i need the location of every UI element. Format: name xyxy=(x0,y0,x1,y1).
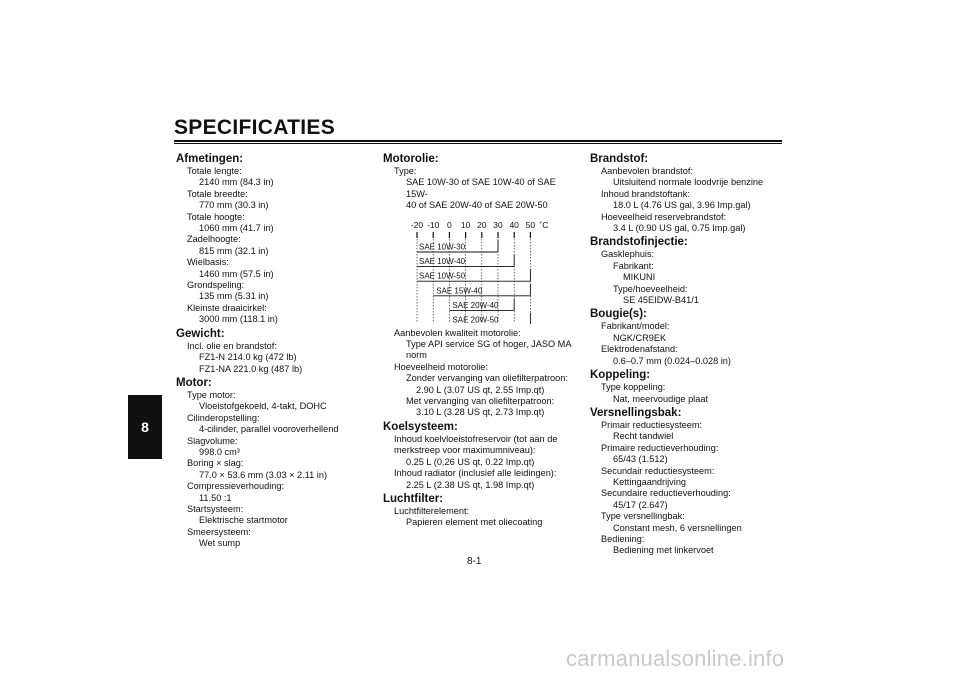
spec-value: FZ1-NA 221.0 kg (487 lb) xyxy=(199,363,303,374)
range-label: SAE 10W-50 xyxy=(419,271,466,281)
spec-line: 0.6–0.7 mm (0.024–0.028 in) xyxy=(613,355,731,366)
section-heading: Motor: xyxy=(176,376,212,389)
spec-label: Compressieverhouding: xyxy=(187,481,285,492)
spec-line: Uitsluitend normale loodvrije benzine xyxy=(613,177,764,188)
luchtfilter-section xyxy=(383,492,575,529)
spec-label: Startsysteem: xyxy=(187,503,244,514)
section-heading-koelsysteem: Koelsysteem: xyxy=(383,420,458,433)
spec-value: 3000 mm (118.1 in) xyxy=(199,314,278,325)
spec-label: Kleinste draaicirkel: xyxy=(187,302,267,313)
range-label: SAE 10W-30 xyxy=(419,242,466,252)
watermark: carmanualsonline.info xyxy=(566,646,785,671)
koelsysteem-section xyxy=(383,420,575,491)
spec-line: 3.4 L (0.90 US gal, 0.75 Imp.gal) xyxy=(613,223,746,234)
spec-label: Hoeveelheid motorolie: xyxy=(394,361,488,372)
spec-label: Totale hoogte: xyxy=(187,211,245,222)
spec-label: Incl. olie en brandstof: xyxy=(187,340,277,351)
spec-label: Totale lengte: xyxy=(187,166,242,176)
spec-line: Elektrodenafstand: xyxy=(601,344,678,355)
spec-label: Zadelhoogte: xyxy=(187,234,241,245)
range-label: SAE 20W-40 xyxy=(452,300,499,310)
spec-line: Bediening: xyxy=(601,533,645,544)
title-rule xyxy=(174,140,782,144)
spec-line: Gasklephuis: xyxy=(601,249,655,260)
spec-value: 1460 mm (57.5 in) xyxy=(199,268,274,279)
spec-label: Totale breedte: xyxy=(187,188,248,199)
range-label: SAE 10W-40 xyxy=(419,256,466,266)
spec-line: NGK/CR9EK xyxy=(613,332,667,343)
section-heading-motorolie: Motorolie: xyxy=(383,153,439,165)
spec-value: Met vervanging van oliefilterpatroon: xyxy=(406,396,555,407)
spec-value: 998.0 cm³ xyxy=(199,446,240,457)
spec-line: Hoeveelheid reservebrandstof: xyxy=(601,211,727,222)
spec-label: Smeersysteem: xyxy=(187,526,251,537)
range-label: SAE 20W-50 xyxy=(452,315,499,324)
spec-line: 18.0 L (4.76 US gal, 3.96 Imp.gal) xyxy=(613,200,751,211)
chapter-tab: 8 xyxy=(128,395,162,459)
section-heading: Koppeling: xyxy=(590,369,651,382)
spec-line: Luchtfilterelement: xyxy=(394,505,470,516)
spec-label: Grondspeling: xyxy=(187,280,245,291)
spec-line: Primaire reductieverhouding: xyxy=(601,442,719,453)
spec-label: Type motor: xyxy=(187,389,236,400)
spec-line: Recht tandwiel xyxy=(613,431,674,442)
spec-line: 0.25 L (0.26 US qt, 0.22 Imp.qt) xyxy=(406,456,535,467)
right-column xyxy=(590,151,790,557)
tick-label: -10 xyxy=(427,219,440,230)
page-title: SPECIFICATIES xyxy=(174,116,336,139)
spec-value: FZ1-N 214.0 kg (472 lb) xyxy=(199,352,297,363)
tick-label: 40 xyxy=(509,219,519,230)
spec-value: 1060 mm (41.7 in) xyxy=(199,223,274,234)
spec-label: Wielbasis: xyxy=(187,257,229,268)
spec-line: 45/17 (2.647) xyxy=(613,499,668,510)
tick-label: -20 xyxy=(410,219,424,230)
section-heading: Brandstof: xyxy=(590,153,649,165)
spec-label: Type: xyxy=(394,166,417,176)
left-column xyxy=(176,151,366,550)
tick-label: 30 xyxy=(493,219,503,230)
spec-line: Nat, meervoudige plaat xyxy=(613,393,708,404)
motorolie-details xyxy=(383,328,575,419)
spec-line: Aanbevolen brandstof: xyxy=(601,166,693,176)
section-heading: Versnellingsbak: xyxy=(590,406,682,419)
spec-value: Vloeistofgekoeld, 4-takt, DOHC xyxy=(199,401,327,412)
spec-line: Inhoud koelvloeistofreservoir (tot aan de xyxy=(394,433,558,444)
spec-value: Type API service SG of hoger, JASO MA xyxy=(406,339,572,350)
spec-value: 2140 mm (84.3 in) xyxy=(199,177,274,188)
spec-line: Secundair reductiesysteem: xyxy=(601,465,715,476)
spec-label: Boring × slag: xyxy=(187,458,244,469)
spec-value: 135 mm (5.31 in) xyxy=(199,291,269,302)
spec-value: 770 mm (30.3 in) xyxy=(199,200,269,211)
spec-value: Elektrische startmotor xyxy=(199,515,288,526)
spec-line: Inhoud radiator (inclusief alle leidingen): xyxy=(394,468,557,479)
spec-line: Primair reductiesysteem: xyxy=(601,419,703,430)
spec-line: Inhoud brandstoftank: xyxy=(601,188,690,199)
spec-value: 2.90 L (3.07 US qt, 2.55 Imp.qt) xyxy=(416,384,545,395)
spec-line: Papieren element met oliecoating xyxy=(406,517,543,528)
spec-value: Zonder vervanging van oliefilterpatroon: xyxy=(406,373,568,384)
spec-value: 3.10 L (3.28 US qt, 2.73 Imp.qt) xyxy=(416,407,545,418)
spec-label: Slagvolume: xyxy=(187,435,238,446)
spec-label: Cilinderopstelling: xyxy=(187,412,260,423)
range-label: SAE 15W-40 xyxy=(436,285,483,295)
spec-line: merkstreep voor maximumniveau): xyxy=(394,445,536,456)
spec-line: Fabrikant: xyxy=(613,260,654,271)
spec-line: Type koppeling: xyxy=(601,382,666,393)
tick-label: 10 xyxy=(460,219,471,230)
spec-line: Secundaire reductieverhouding: xyxy=(601,488,731,499)
spec-label: Aanbevolen kwaliteit motorolie: xyxy=(394,327,521,338)
section-heading: Afmetingen: xyxy=(176,153,244,165)
oil-viscosity-svg xyxy=(405,216,555,324)
spec-line: Bediening met linkervoet xyxy=(613,545,714,556)
spec-value: SAE 10W-30 of SAE 10W-40 of SAE 15W- xyxy=(406,177,556,199)
section-heading: Brandstofinjectie: xyxy=(590,236,688,249)
spec-line: MIKUNI xyxy=(623,272,656,283)
spec-value: norm xyxy=(406,350,427,361)
spec-line: Kettingaandrijving xyxy=(613,476,687,487)
spec-value: 40 of SAE 20W-40 of SAE 20W-50 xyxy=(406,200,548,211)
spec-line: Constant mesh, 6 versnellingen xyxy=(613,522,742,533)
spec-line: SE 45EIDW-B41/1 xyxy=(623,295,699,306)
spec-value: Wet sump xyxy=(199,538,241,549)
spec-line: 2.25 L (2.38 US qt, 1.98 Imp.qt) xyxy=(406,479,535,490)
tick-label: 50 xyxy=(525,219,536,230)
page-number: 8-1 xyxy=(467,556,482,567)
section-heading-luchtfilter: Luchtfilter: xyxy=(383,492,444,505)
tick-label: 20 xyxy=(477,219,487,230)
spec-value: 815 mm (32.1 in) xyxy=(199,245,269,256)
spec-value: 4-cilinder, parallel vooroverhellend xyxy=(199,424,339,435)
unit-label: ˚C xyxy=(539,219,549,230)
spec-line: Fabrikant/model: xyxy=(601,321,670,332)
spec-line: Type versnellingbak: xyxy=(601,511,685,522)
section-heading: Bougie(s): xyxy=(590,308,647,321)
spec-line: Type/hoeveelheid: xyxy=(613,283,688,294)
oil-viscosity-chart xyxy=(405,216,555,324)
spec-line: 65/43 (1.512) xyxy=(613,454,668,465)
spec-value: 77.0 × 53.6 mm (3.03 × 2.11 in) xyxy=(199,469,328,480)
middle-column xyxy=(383,151,575,529)
tick-label: 0 xyxy=(447,219,452,230)
spec-value: 11.50 :1 xyxy=(199,492,232,503)
section-heading: Gewicht: xyxy=(176,327,225,340)
